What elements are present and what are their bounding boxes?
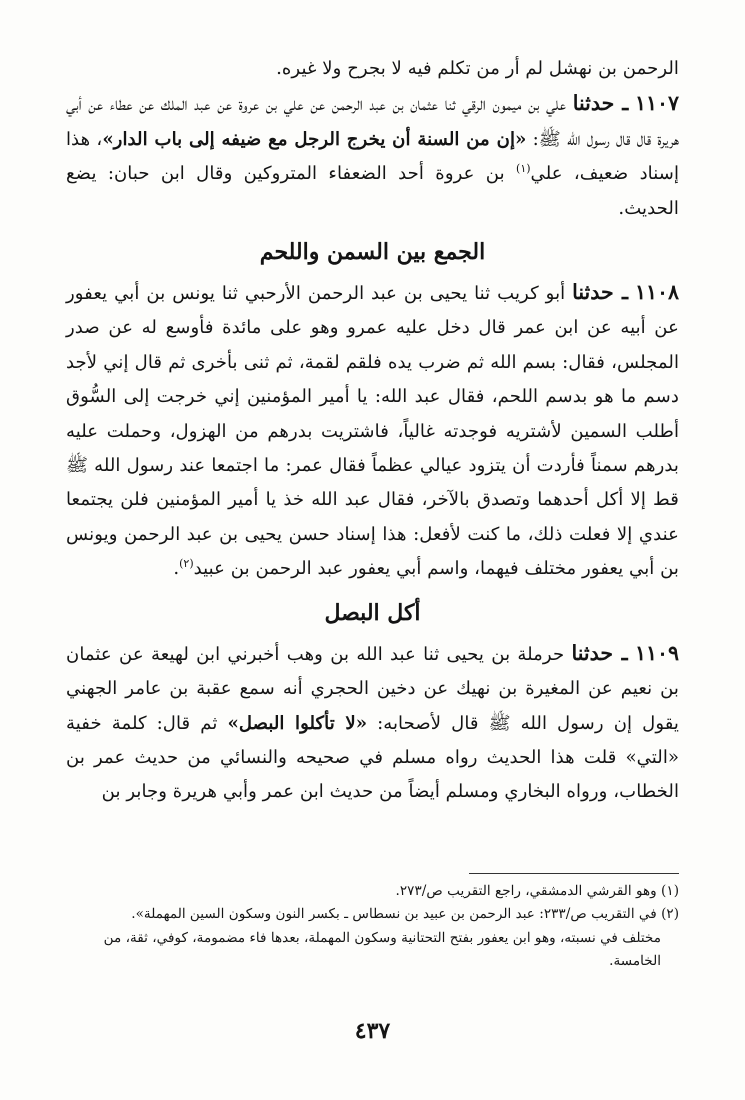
hadith-text: ، هذا إسناد ضعيف، علي [66,128,679,185]
section-heading: أكل البصل [324,599,421,626]
hadith-number: ١١٠٧ [634,91,679,116]
footnote-2: (٢) في التقريب ص/٢٣٣: عبد الرحمن بن عبيد بن نسطاس ـ بكسر النون وسكون السين المهملة». [131,906,679,923]
footnotes [66,880,679,973]
haddathana-word: ـ حدثنا [571,640,628,665]
section-heading: الجمع بين السمن واللحم [259,239,486,266]
hadith-text: أبو كريب ثنا يحيى بن عبد الرحمن الأرحبي ثنا يونس بن أبي يعفور عن أبيه عن ابن عمر قال دخل عليه عمرو وهو على مائدة فأوسع له عن صدر المجلس، فقال: بسم الله ثم ضرب يده فلقم لقمة، ثم ثنى بأخرى ثم قال إني لأجد دسم ما هو بدسم اللحم، فقال عبد الله: يا أمير المؤمنين إني خرجت إلى السُّوق أطلب السمين لأشتريه فوجدته غالياً، فاشتريت بدرهم من الهزول، وحملت عليه بدرهم سمناً فأردت أن يتزود عيالي عظماً فقال عمر: ما اجتمعا عند رسول الله ﷺ قط إلا أكل أحدهما وتصدق بالآخر، فقال عبد الله خذ يا أمير المؤمنين فلن يجتمعا عندي إلا فعلت ذلك، ما كنت لأفعل: هذا إسناد حسن يحيى بن عبد الرحمن ويونس بن أبي يعفور مختلف فيهما، واسم أبي يعفور عبد الرحمن بن عبيد [66,283,679,580]
hadith-quote: «لا تأكلوا البصل» [227,712,368,734]
hadith-1109 [66,636,679,810]
haddathana-word: ـ حدثنا [572,91,629,116]
page-number: ٤٣٧ [354,1018,391,1044]
hadith-text: بن عروة أحد الضعفاء المتروكين وقال ابن حبان: يضع الحديث. [66,163,679,219]
footnote-2-continuation: مختلف في نسبته، وهو ابن يعفور بفتح التحتانية وسكون المهملة، بعدها فاء مضمومة، كوفي، ثقة، من الخامسة. [103,929,661,969]
hadith-number: ١١٠٩ [634,640,679,665]
hadith-text: علي بن ميمون الرقي ثنا عثمان بن عبد الرحمن عن علي بن عروة عن عبد الملك عن عطاء عن أبي هريرة قال قال رسول الله ﷺ: [66,94,679,150]
top-line: الرحمن بن نهشل لم أر من تكلم فيه لا بجرح ولا غيره. [276,58,679,79]
hadith-text: . [173,558,180,580]
hadith-quote: «إن من السنة أن يخرج الرجل مع ضيفه إلى باب الدار» [102,128,527,150]
footnote-1: (١) وهو القرشي الدمشقي، راجع التقريب ص/٢٧٣. [395,883,679,899]
haddathana-word: ـ حدثنا [572,280,628,305]
hadith-number: ١١٠٨ [634,280,679,305]
footnote-divider [469,873,679,874]
hadith-text: حرملة بن يحيى ثنا عبد الله بن وهب أخبرني ابن لهيعة عن عثمان بن نعيم عن المغيرة بن نهيك عن دخين الحجري أنه سمع عقبة بن عامر الجهني يقول إن رسول الله ﷺ قال لأصحابه: [66,643,679,734]
hadith-1108 [66,275,679,587]
hadith-1107 [66,86,679,226]
hadith-text: ثم قال: كلمة خفية «التي» قلت هذا الحديث رواه مسلم في صحيحه والنسائي من حديث عمر بن الخطاب، ورواه البخاري ومسلم أيضاً من حديث ابن عمر وأبي هريرة وجابر بن [66,712,679,803]
footnote-ref: (١) [516,162,531,176]
main-text [66,52,679,810]
footnote-ref: (٢) [179,557,194,571]
